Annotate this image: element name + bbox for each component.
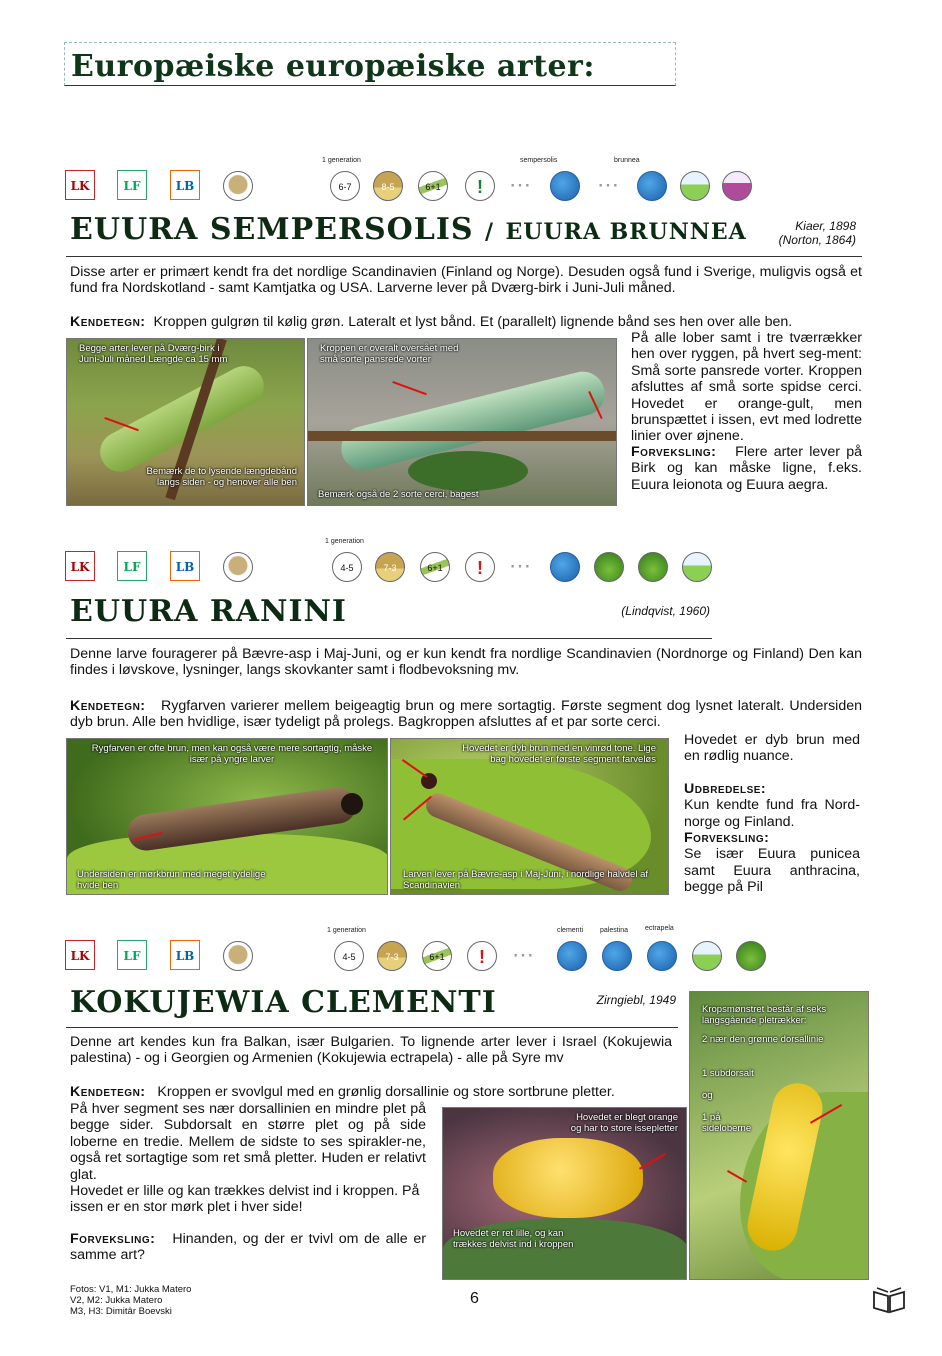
key-lf-icon[interactable]: LF (117, 551, 147, 581)
kendetegn-continued: På alle lober samt i tre tværrækker hen over ryggen, på hvert seg-ment: Små sorte pansrede vorter. Kroppen afsluttes af små sorte spidse cerci. Hovedet er orange-gult, men brunspættet i issen, evt med lodrette linier over øjnene. (631, 330, 862, 445)
denmark-map-icon: ⋯ (509, 553, 531, 578)
udbredelse-paragraph: Udbredelse: Kun kendte fund fra Nord-norge og Finland. (684, 781, 860, 830)
book-icon[interactable] (872, 1284, 906, 1314)
globe-icon (602, 941, 632, 971)
larva-photo: Begge arter lever på Dværg-birk i Juni-Juli måned Længde ca 15 mm Bemærk de to lysende længdebånd langs siden - og henover alle ben (66, 338, 305, 506)
soil-pupation-icon: 7-3 (377, 941, 407, 971)
habitat-heath-icon (722, 171, 752, 201)
warning-icon: ! (467, 941, 497, 971)
species-a-label: sempersolis (520, 157, 558, 164)
kendetegn-paragraph: Kendetegn: Kroppen er svovlgul med en grønlig dorsallinie og store sortbrune pletter. (70, 1084, 615, 1100)
generation-label: 1 generation (322, 157, 361, 164)
intro-text: Denne larve fouragerer på Bævre-asp i Maj-Juni, og er kun kendt fra nordlige Scandinavien (Nordnorge og Finland) Den kan findes i løvskove, lysninger, langs skovkanter samt i flodbevoksning mv. (70, 646, 862, 679)
adult-sawfly-icon (223, 941, 253, 971)
soil-pupation-icon: 7-3 (375, 552, 405, 582)
kendetegn-continued: På hver segment ses nær dorsallinien en mindre plet på begge sider. Subdorsalt en større plet og på side loberne en tredie. Mellem de sidste to ses spirakler-ne, også ret sortagtige som ret små pletter. Huden er relativt glat. (70, 1101, 426, 1183)
warning-icon: ! (465, 552, 495, 582)
forveksling-paragraph: Forveksling: Hinanden, og der er tvivl om de alle er samme art? (70, 1231, 426, 1264)
larva-photo: Hovedet er blegt orange og har to store issepletter Hovedet er ret lille, og kan trækkes delvist ind i kroppen (442, 1107, 687, 1280)
page-title: Europæiske europæiske arter: (64, 42, 676, 86)
species-title: EUURA SEMPERSOLIS / EUURA BRUNNEA (70, 212, 747, 247)
key-lk-icon[interactable]: LK (65, 551, 95, 581)
key-lk-icon[interactable]: LK (65, 170, 95, 200)
larva-photo: Kropsmønstret består af seks langsgående pletrækker: 2 nær den grønne dorsallinie 1 subdorsalt og 1 på sideloberne (689, 991, 869, 1280)
key-lb-icon[interactable]: LB (170, 551, 200, 581)
species-b-label: brunnea (614, 157, 640, 164)
habitat-meadow-icon (692, 941, 722, 971)
globe-icon (550, 171, 580, 201)
forveksling-paragraph: Forveksling: Se især Euura punicea samt Euura anthracina, begge på Pil (684, 830, 860, 896)
denmark-map-icon: ⋯ (509, 172, 531, 197)
divider (66, 256, 862, 257)
adult-sawfly-icon (223, 552, 253, 582)
larva-photo: Kroppen er overalt oversået med små sorte pansrede vorter Bemærk også de 2 sorte cerci, bagest (307, 338, 617, 506)
species-b-label: palestina (600, 927, 629, 934)
generation-time-icon: 4-5 (334, 941, 364, 971)
habitat-forest-icon (594, 552, 624, 582)
globe-icon (550, 552, 580, 582)
forveksling-paragraph: Forveksling: Flere arter lever på Birk og kan måske ligne, f.eks. Euura leionota og Euura aegra. (631, 444, 862, 493)
generation-label: 1 generation (327, 927, 366, 934)
adult-sawfly-icon (223, 171, 253, 201)
habitat-forest-icon (736, 941, 766, 971)
warning-icon: ! (465, 171, 495, 201)
globe-icon (557, 941, 587, 971)
species-a-label: clementi (557, 927, 584, 934)
habitat-meadow-icon (680, 171, 710, 201)
habitat-clearing-icon (638, 552, 668, 582)
globe-icon (647, 941, 677, 971)
larva-photo: Hovedet er dyb brun med en vinrød tone. Lige bag hovedet er første segment farveløs Larven lever på Bævre-asp i Maj-Juni, i nordlige halvdel af Scandinavien (390, 738, 669, 895)
denmark-map-icon: ⋯ (512, 942, 534, 967)
larva-on-leaf-icon: 6+1 (422, 941, 452, 971)
larva-on-leaf-icon: 6+1 (420, 552, 450, 582)
intro-text: Disse arter er primært kendt fra det nordlige Scandinavien (Finland og Norge). Desuden også fund i Sverige, muligvis også et fund fra Nordskotland - samt Kamtjatka og USA. Larverne lever på Dværg-birk i Juni-Juli måned. (70, 264, 862, 297)
globe-icon (637, 171, 667, 201)
divider (66, 1027, 678, 1028)
photo-credits: Fotos: V1, M1: Jukka Matero V2, M2: Jukka Matero M3, H3: Dimitâr Boevski (70, 1284, 192, 1317)
kendetegn-paragraph: Kendetegn: Kroppen gulgrøn til kølig grøn. Lateralt et lyst bånd. Et (parallelt) lignende bånd ses hen over alle ben. (70, 314, 793, 330)
soil-pupation-icon: 8-5 (373, 171, 403, 201)
generation-time-icon: 4-5 (332, 552, 362, 582)
generation-time-icon: 6-7 (330, 171, 360, 201)
key-lb-icon[interactable]: LB (170, 940, 200, 970)
species-author: (Lindqvist, 1960) (621, 604, 710, 618)
key-lb-icon[interactable]: LB (170, 170, 200, 200)
head-description: Hovedet er dyb brun med en rødlig nuance. (684, 732, 860, 765)
generation-label: 1 generation (325, 538, 364, 545)
key-lf-icon[interactable]: LF (117, 170, 147, 200)
species-c-label: ectrapela (645, 925, 674, 932)
key-lk-icon[interactable]: LK (65, 940, 95, 970)
intro-text: Denne art kendes kun fra Balkan, især Bulgarien. To lignende arter lever i Israel (Kokujewia palestina) - og i Georgien og Armenien (Kokujewia ectrapela) - alle på Syre mv (70, 1034, 672, 1067)
species-author: Kiaer, 1898 (Norton, 1864) (778, 219, 856, 247)
larva-photo: Rygfarven er ofte brun, men kan også være mere sortagtig, måske især på yngre larver Undersiden er mørkbrun med meget tydelige hvide ben (66, 738, 388, 895)
species-author: Zirngiebl, 1949 (596, 993, 676, 1007)
divider (66, 638, 712, 639)
species-title: KOKUJEWIA CLEMENTI (70, 985, 497, 1020)
larva-on-leaf-icon: 6+1 (418, 171, 448, 201)
key-lf-icon[interactable]: LF (117, 940, 147, 970)
species-title: EUURA RANINI (70, 594, 347, 629)
habitat-meadow-icon (682, 552, 712, 582)
head-description: Hovedet er lille og kan trækkes delvist ind i kroppen. På issen er en stor mørk plet i hver side! (70, 1183, 420, 1216)
denmark-map-icon: ⋯ (597, 172, 619, 197)
kendetegn-paragraph: Kendetegn: Rygfarven varierer mellem beigeagtig brun og mere sortagtig. Første segment dog lysnet lateralt. Undersiden dyb brun. Alle ben hvidlige, især tydeligt på prolegs. Bagkroppen afsluttes af et par sorte cerci. (70, 698, 862, 731)
page-number: 6 (470, 1290, 479, 1307)
